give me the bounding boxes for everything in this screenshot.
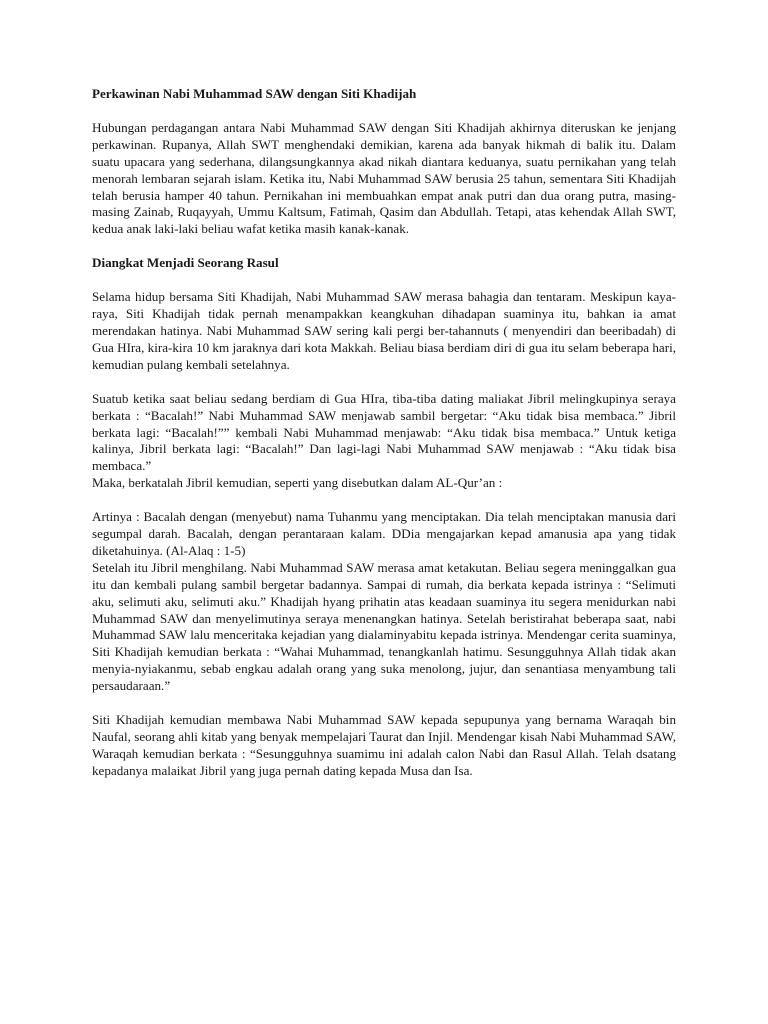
paragraph-perkawinan: Hubungan perdagangan antara Nabi Muhammad SAW dengan Siti Khadijah akhirnya diteruskan ke jenjang perkawinan. Rupanya, Allah SWT menghendaki demikian, karena ada banyak hikmah di balik itu. Dalam suatu upacara yang sederhana, dilangsungkannya akad nikah diantara keduanya, suatu pernikahan yang telah menorah lembaran sejarah islam. Ketika itu, Nabi Muhammad SAW berusia 25 tahun, sementara Siti Khadijah telah berusia hamper 40 tahun. Pernikahan ini membuahkan empat anak putri dan dua orang putra, masing-masing Zainab, Ruqayyah, Ummu Kaltsum, Fatimah, Qasim dan Abdullah. Tetapi, atas kehendak Allah SWT, kedua anak laki-laki beliau wafat ketika masih kanak-kanak. [92,119,676,237]
paragraph-setelah-itu: Setelah itu Jibril menghilang. Nabi Muhammad SAW merasa amat ketakutan. Beliau segera meninggalkan gua itu dan kembali pulang sambil bergetar badannya. Sampai di rumah, dia berkata kepada istrinya : “Selimuti aku, selimuti aku, selimuti aku.” Khadijah hyang prihatin atas keadaan suaminya itu segera menidurkan nabi Muhammad SAW dan menyelimutinya seraya menenangkan hatinya. Setelah beristirahat beberapa saat, nabi Muhammad SAW lalu menceritaka kejadian yang dialaminyabitu kepada istrinya. Mendengar cerita suaminya, Siti Khadijah kemudian berkata : “Wahai Muhammad, tenangkanlah hatimu. Sesungguhnya Allah tidak akan menyia-nyiakanmu, sebab engkau adalah orang yang suka menolong, jujur, dan senantiasa menyambung tali persaudaraan.” [92,559,676,694]
paragraph-jibril-berkata: Maka, berkatalah Jibril kemudian, seperti yang disebutkan dalam AL-Qur’an : [92,475,503,491]
document-page [92,86,676,780]
section-title-perkawinan: Perkawinan Nabi Muhammad SAW dengan Siti Khadijah [92,86,417,101]
paragraph-gua-hira: Suatub ketika saat beliau sedang berdiam di Gua HIra, tiba-tiba dating maliakat Jibril melingkupinya seraya berkata : “Bacalah!” Nabi Muhammad SAW menjawab sambil bergetar: “Aku tidak bisa membaca.” Jibril berkata lagi: “Bacalah!”” kembali Nabi Muhammad menjawab: “Aku tidak bisa membaca.” Untuk ketiga kalinya, Jibril berkata lagi: “Bacalah!” Dan lagi-lagi Nabi Muhammad SAW menjawab : “Aku tidak bisa membaca.” [92,390,676,474]
paragraph-artinya: Artinya : Bacalah dengan (menyebut) nama Tuhanmu yang menciptakan. Dia telah menciptakan manusia dari segumpal darah. Bacalah, dengan perantaraan kalam. DDia mengajarkan kepad amanusia apa yang tidak diketahuinya. (Al-Alaq : 1-5) [92,509,676,558]
paragraph-selama-hidup: Selama hidup bersama Siti Khadijah, Nabi Muhammad SAW merasa bahagia dan tentaram. Meskipun kaya-raya, Siti Khadijah tidak pernah menampakkan keangkuhan dihadapan suaminya itu, bahkan ia amat merendakan hatinya. Nabi Muhammad SAW sering kali pergi ber-tahannuts ( menyendiri dan beeribadah) di Gua HIra, kira-kira 10 km jaraknya dari kota Makkah. Beliau biasa berdiam diri di gua itu selam beberapa hari, kemudian pulang kembali setelahnya. [92,289,676,372]
section-title-rasul: Diangkat Menjadi Seorang Rasul [92,255,279,271]
paragraph-waraqah: Siti Khadijah kemudian membawa Nabi Muhammad SAW kepada sepupunya yang bernama Waraqah bin Naufal, seorang ahli kitab yang benyak mempelajari Taurat dan Injil. Mendengar kisah Nabi Muhammad SAW, Waraqah kemudian berkata : “Sesungguhnya suamimu ini adalah calon Nabi dan Rasul Allah. Telah dsatang kepadanya malaikat Jibril yang juga pernah dating kepada Musa dan Isa. [92,712,676,778]
